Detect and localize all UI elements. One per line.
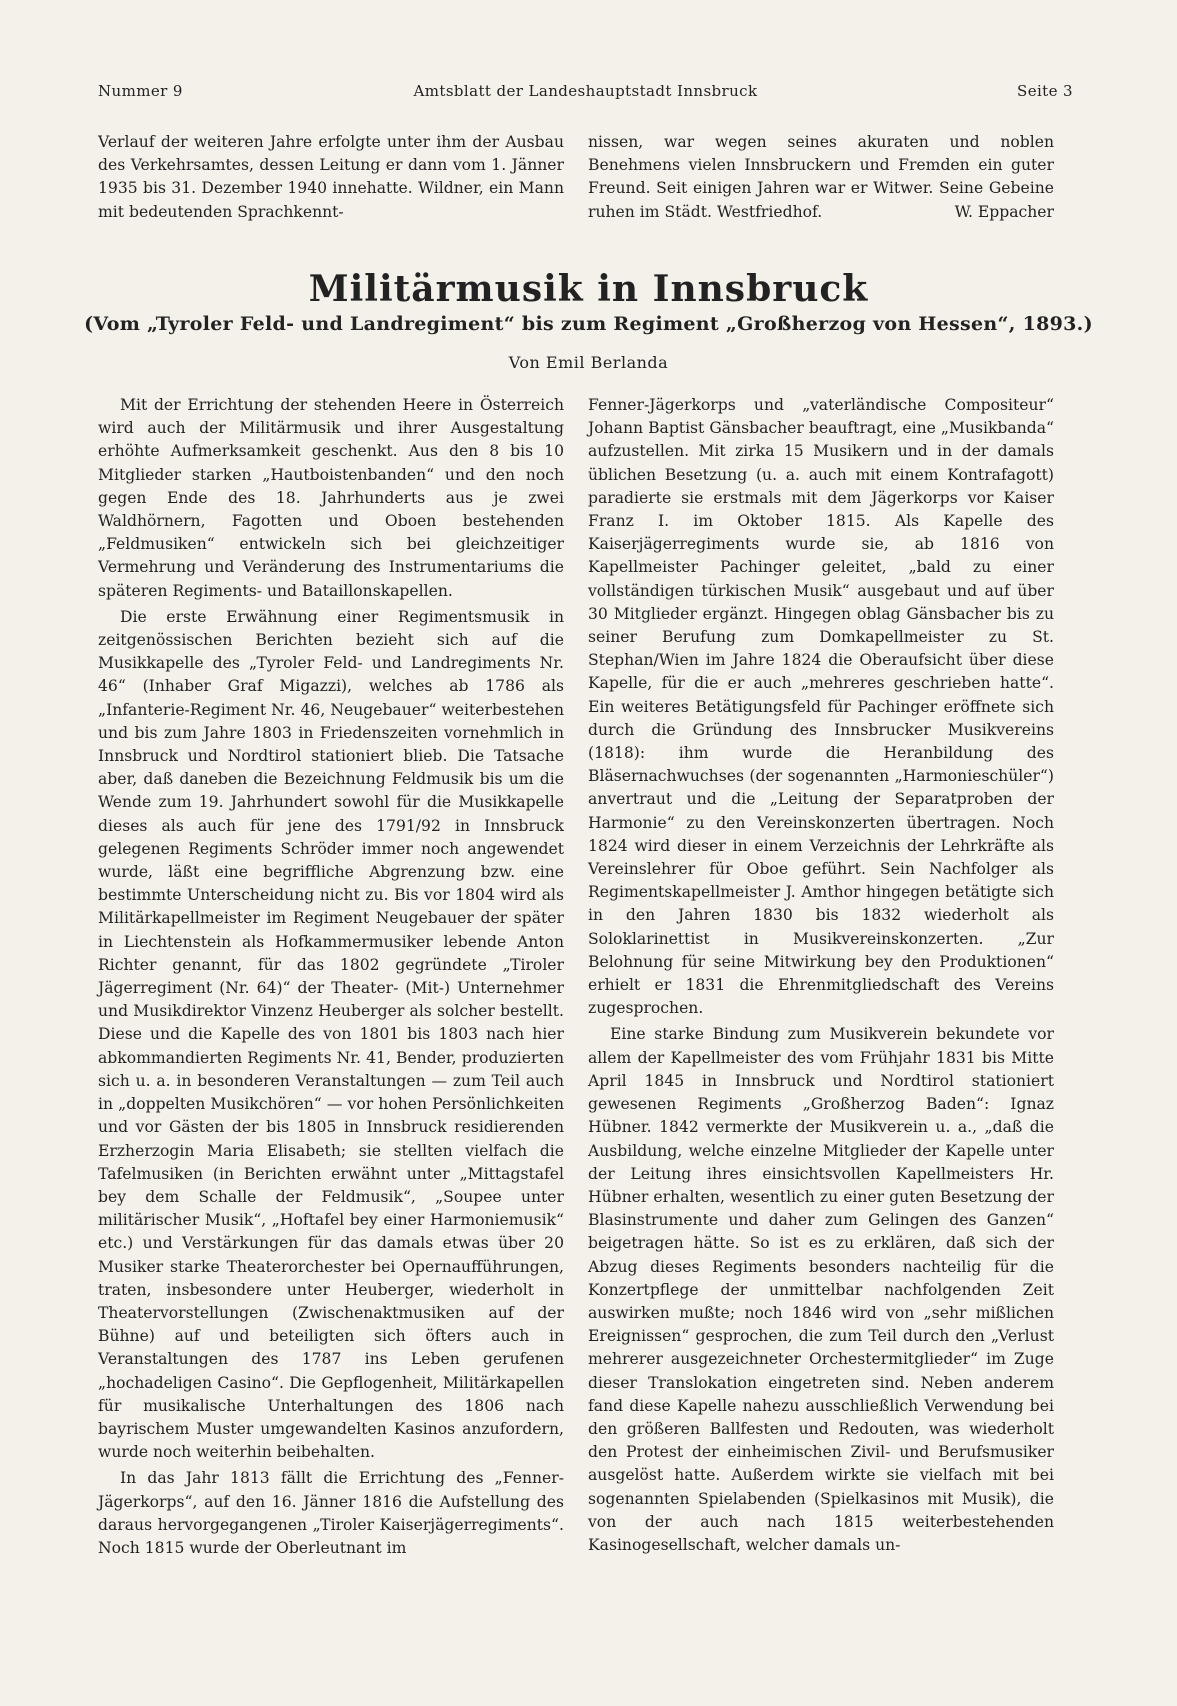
article-right-column (588, 394, 1054, 1557)
article-title: Militärmusik in Innsbruck (308, 268, 869, 310)
previous-article-left-column (98, 131, 564, 224)
paragraph: Mit der Errichtung der stehenden Heere in Österreich wird auch der Militärmusik und ihrer Ausgestaltung erhöhte Aufmerksamkeit geschenkt. Aus den 8 bis 10 Mitglieder starken „Hautboistenbanden“ und den noch gegen Ende des 18. Jahrhunderts aus je zwei Waldhörnern, Fagotten und Oboen bestehenden „Feldmusiken“ entwickeln sich bei gleichzeitiger Vermehrung und Veränderung des Instrumentariums die späteren Regiments- und Bataillonskapellen. (98, 396, 564, 600)
previous-article-text-right-body: nissen, war wegen seines akuraten und noblen Benehmens vielen Innsbruckern und Fremden ein guter Freund. Seit einigen Jahren war er Witwer. Seine Gebeine ruhen im Städt. Westfriedhof. (588, 133, 1054, 221)
issue-number: Nummer 9 (98, 82, 183, 100)
article-left-column (98, 394, 564, 1560)
paragraph: In das Jahr 1813 fällt die Errichtung des „Fenner-Jägerkorps“, auf den 16. Jänner 1816 die Aufstellung des daraus hervorgegangenen „Tiroler Kaiserjägerregiments“. Noch 1815 wurde der Oberleutnant im (98, 1469, 564, 1557)
page-number: Seite 3 (1017, 82, 1073, 100)
running-header (98, 82, 1073, 104)
publication-title: Amtsblatt der Landeshauptstadt Innsbruck (413, 82, 758, 100)
paragraph: Die erste Erwähnung einer Regimentsmusik in zeitgenössischen Berichten bezieht sich auf die Musikkapelle des „Tyroler Feld- und Landregiments Nr. 46“ (Inhaber Graf Migazzi), welches ab 1786 als „Infanterie-Regiment Nr. 46, Neugebauer“ weiterbestehen und bis zum Jahre 1803 in Friedenszeiten vornehmlich in Innsbruck und Nordtirol stationiert blieb. Die Tatsache aber, daß daneben die Bezeichnung Feldmusik bis um die Wende zum 19. Jahrhundert sowohl für die Musikkapelle dieses als auch für jene des 1791/92 in Innsbruck gelegenen Regiments Schröder immer noch angewendet wurde, läßt eine begriffliche Abgrenzung bzw. eine bestimmte Unterscheidung nicht zu. Bis vor 1804 wird als Militärkapellmeister im Regiment Neugebauer der später in Liechtenstein als Hofkammermusiker lebende Anton Richter genannt, für das 1802 gegründete „Tiroler Jägerregiment (Nr. 64)“ der Theater- (Mit-) Unternehmer und Musikdirektor Vinzenz Heuberger als solcher bestellt. Diese und die Kapelle des von 1801 bis 1803 nach hier abkommandierten Regiments Nr. 41, Bender, produzierten sich u. a. in besonderen Veranstaltungen — zum Teil auch in „doppelten Musikchören“ — vor hohen Persönlichkeiten und vor Gästen der bis 1805 in Innsbruck residierenden Erzherzogin Maria Elisabeth; sie stellten vielfach die Tafelmusiken (in Berichten erwähnt unter „Mittagstafel bey dem Schalle der Feldmusik“, „Soupee unter militärischer Musik“, „Hoftafel bey einer Harmoniemusik“ etc.) und Verstärkungen für das damals etwas über 20 Musiker starke Theaterorchester bei Opernaufführungen, traten, insbesondere unter Heuberger, wiederholt in Theatervorstellungen (Zwischenaktmusiken auf der Bühne) auf und beteiligten sich öfters auch in Veranstaltungen des 1787 ins Leben gerufenen „hochadeligen Casino“. Die Gepflogenheit, Militärkapellen für musikalische Unterhaltungen des 1806 nach bayrischem Muster umgewandelten Kasinos anzufordern, wurde noch weiterhin beibehalten. (98, 607, 564, 1462)
paragraph: Fenner-Jägerkorps und „vaterländische Compositeur“ Johann Baptist Gänsbacher beauftragt, eine „Musikbanda“ aufzustellen. Mit zirka 15 Musikern und in der damals üblichen Besetzung (u. a. auch mit einem Kontrafagott) paradierte sie erstmals mit dem Jägerkorps vor Kaiser Franz I. im Oktober 1815. Als Kapelle des Kaiserjägerregiments wurde sie, ab 1816 von Kapellmeister Pachinger geleitet, „bald zu einer vollständigen türkischen Musik“ ausgebaut und auf über 30 Mitglieder ergänzt. Hingegen oblag Gänsbacher bis zu seiner Berufung zum Domkapellmeister zu St. Stephan/Wien im Jahre 1824 die Oberaufsicht über diese Kapelle, für die er auch „mehreres geschrieben hatte“. Ein weiteres Betätigungsfeld für Pachinger eröffnete sich durch die Gründung des Innsbrucker Musikvereins (1818): ihm wurde die Heranbildung des Bläsernachwuchses (der sogenannten „Harmonieschüler“) anvertraut und die „Leitung der Separatproben der Harmonie“ zu den Vereinskonzerten übertragen. Noch 1824 wird dieser in einem Verzeichnis der Lehrkräfte als Vereinslehrer für Oboe geführt. Sein Nachfolger als Regimentskapellmeister J. Amthor hingegen betätigte sich in den Jahren 1830 bis 1832 wiederholt als Soloklarinettist in Musikvereinskonzerten. „Zur Belohnung für seine Mitwirkung bey den Produktionen“ erhielt er 1831 die Ehrenmitgliedschaft des Vereins zugesprochen. (588, 396, 1054, 1018)
previous-article-right-column (588, 131, 1054, 224)
previous-article-text-right (588, 131, 1054, 224)
article-author: Von Emil Berlanda (508, 353, 669, 372)
article-subtitle: (Vom „Tyroler Feld- und Landregiment“ bis zum Regiment „Großherzog von Hessen“, 1893.) (84, 313, 1093, 335)
previous-article-text-left: Verlauf der weiteren Jahre erfolgte unter ihm der Ausbau des Verkehrsamtes, dessen Leitung er dann vom 1. Jänner 1935 bis 31. Dezember 1940 innehatte. Wildner, ein Mann mit bedeutenden Sprachkennt- (98, 133, 564, 221)
author-signature: W. Eppacher (954, 202, 1054, 221)
paragraph: Eine starke Bindung zum Musikverein bekundete vor allem der Kapellmeister des vom Frühjahr 1831 bis Mitte April 1845 in Innsbruck und Nordtirol stationiert gewesenen Regiments „Großherzog Baden“: Ignaz Hübner. 1842 vermerkte der Musikverein u. a., „daß die Ausbildung, welche einzelne Mitglieder der Kapelle unter der Leitung ihres einsichtsvollen Kapellmeisters Hr. Hübner erhalten, wesentlich zu einer guten Besetzung der Blasinstrumente und daher zum Gelingen des Ganzen“ beigetragen hätte. So ist es zu erklären, daß sich der Abzug dieses Regiments besonders nachteilig für die Konzertpflege der unmittelbar nachfolgenden Zeit auswirken mußte; noch 1846 wird von „sehr mißlichen Ereignissen“ gesprochen, die zum Teil durch den „Verlust mehrerer ausgezeichneter Orchestermitglieder“ im Zuge dieser Translokation eingetreten sind. Neben anderem fand diese Kapelle nahezu ausschließlich Verwendung bei den größeren Ballfesten und Redouten, was wiederholt den Protest der einheimischen Zivil- und Berufsmusiker ausgelöst hatte. Außerdem wirkte sie vielfach mit bei sogenannten Spielabenden (Spielkasinos mit Musik), die von der auch nach 1815 weiterbestehenden Kasinogesellschaft, welcher damals un- (588, 1025, 1054, 1554)
